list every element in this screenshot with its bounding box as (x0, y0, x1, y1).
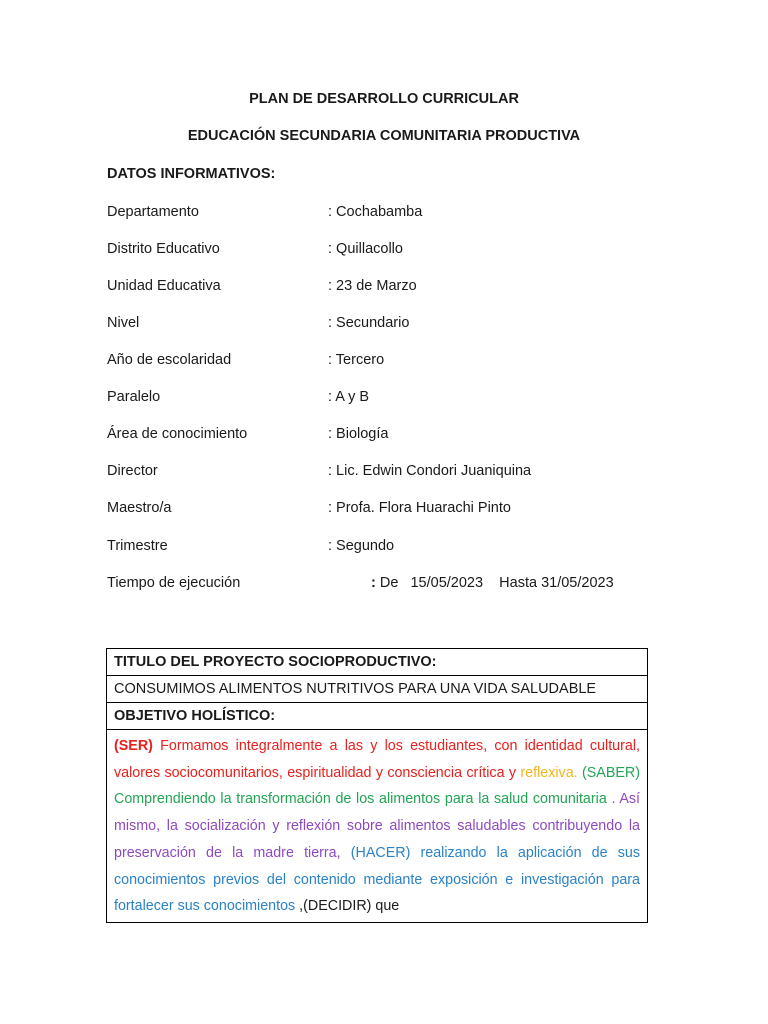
document-subtitle: EDUCACIÓN SECUNDARIA COMUNITARIA PRODUCTIVA (187, 128, 581, 144)
info-row-distrito (107, 241, 667, 261)
info-label: Departamento (107, 204, 199, 220)
ser-text: Formamos integralmente a las y los estudiantes, con identidad cultural, valores sociocomunitarios, espiritualidad y consciencia crítica y (114, 738, 640, 781)
info-value: : Secundario (328, 315, 410, 331)
info-value: : A y B (328, 389, 370, 405)
reflexiva-text: reflexiva. (520, 764, 578, 781)
info-value: : Quillacollo (328, 241, 403, 257)
info-label: Nivel (107, 315, 140, 331)
info-label: Trimestre (107, 538, 168, 554)
section-heading: DATOS INFORMATIVOS: (107, 166, 276, 182)
info-row-departamento (107, 204, 667, 224)
ser-tag: (SER) (114, 738, 153, 754)
info-value: : Lic. Edwin Condori Juaniquina (328, 463, 532, 479)
objective-heading: OBJETIVO HOLÍSTICO: (107, 703, 647, 730)
document-title: PLAN DE DESARROLLO CURRICULAR (249, 91, 519, 107)
info-label: Área de conocimiento (107, 426, 248, 442)
info-row-trimestre (107, 538, 667, 558)
decidir-text: ,(DECIDIR) que (295, 898, 400, 915)
project-heading: TITULO DEL PROYECTO SOCIOPRODUCTIVO: (107, 649, 647, 676)
info-row-maestro (107, 500, 667, 520)
info-label: Paralelo (107, 389, 161, 405)
project-title: CONSUMIMOS ALIMENTOS NUTRITIVOS PARA UNA VIDA SALUDABLE (107, 676, 647, 703)
info-row-area (107, 426, 667, 446)
info-value: : Tercero (328, 352, 385, 368)
info-label: Director (107, 463, 158, 479)
project-table (106, 648, 648, 923)
info-row-unidad (107, 278, 667, 298)
info-label: Unidad Educativa (107, 278, 221, 294)
time-range: De 15/05/2023 Hasta 31/05/2023 (375, 575, 614, 591)
info-value: : Cochabamba (328, 204, 423, 220)
hacer-text: (HACER) realizando la aplicación de sus conocimientos previos del contenido mediante exposición e investigación para fortalecer sus conocimientos (114, 844, 640, 915)
info-label: Distrito Educativo (107, 241, 220, 257)
info-row-director (107, 463, 667, 483)
info-row-escolaridad (107, 352, 667, 372)
info-label: Tiempo de ejecución (107, 575, 241, 591)
saber-text: (SABER) Comprendiendo la transformación de los alimentos para la salud comunitaria (114, 764, 640, 808)
time-colon: : (371, 575, 376, 591)
objective-text (107, 730, 647, 922)
info-row-nivel (107, 315, 667, 335)
socializacion-text: . Así mismo, la socialización y reflexión sobre alimentos saludables contribuyendo la preservación de la madre tierra, (114, 791, 640, 861)
info-value (371, 575, 614, 591)
info-value: : Segundo (328, 538, 395, 554)
info-row-tiempo (107, 575, 667, 595)
info-value: : Biología (328, 426, 389, 442)
info-label: Año de escolaridad (107, 352, 232, 368)
info-row-paralelo (107, 389, 667, 409)
info-label: Maestro/a (107, 500, 172, 516)
info-value: : 23 de Marzo (328, 278, 417, 294)
info-value: : Profa. Flora Huarachi Pinto (328, 500, 511, 516)
